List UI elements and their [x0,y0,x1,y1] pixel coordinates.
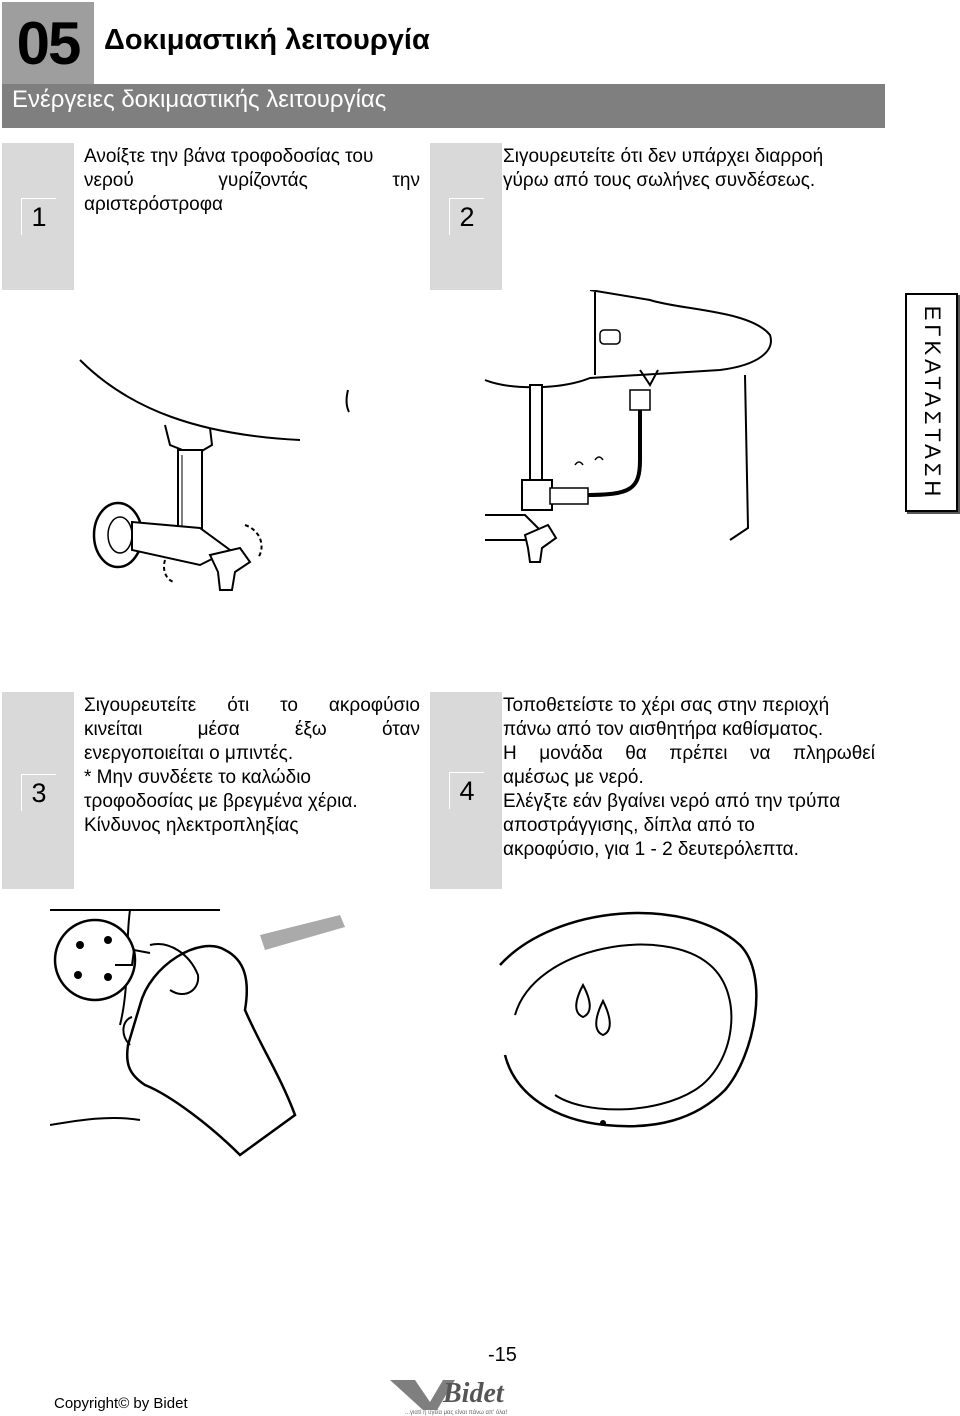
pipes-illustration [480,290,780,570]
step-4-line: Τοποθετείστε το χέρι σας στην περιοχή [503,695,830,716]
step-2-number-cell [430,143,502,290]
logo-text: Bidet [443,1378,504,1409]
step-4-text [503,694,875,862]
copyright: Copyright© by Bidet [54,1395,188,1412]
step-3-line: * Μην συνδέετε το καλώδιο [84,767,311,788]
step-1-number-cell [2,143,74,290]
side-tab-label: ΕΓΚΑΤΑΣΤΑΣΗ [919,305,945,500]
side-tab [905,293,958,512]
step-2-line: γύρω από τους σωλήνες συνδέσεως. [503,170,816,191]
chapter-number: 05 [2,2,94,84]
step-2-number: 2 [449,198,484,235]
hand-illustration [50,905,380,1165]
section-title: Ενέργειες δοκιμαστικής λειτουργίας [2,84,885,128]
step-4-number-cell [430,692,502,889]
step-1-text [84,145,420,217]
step-3-number: 3 [21,774,56,811]
step-1-number: 1 [21,198,56,235]
step-1-line: αριστερόστροφα [84,194,224,215]
step-2-line: Σιγουρευτείτε ότι δεν υπάρχει διαρροή [503,146,824,167]
step-1-line: Ανοίξτε την βάνα τροφοδοσίας του [84,146,374,167]
step-3-line: τροφοδοσίας με βρεγμένα χέρια. [84,791,358,812]
step-4-line: αμέσως με νερό. [503,767,644,788]
step-3-text [84,694,420,838]
step-3-number-cell [2,692,74,889]
step-3-line: Κίνδυνος ηλεκτροπληξίας [84,815,299,836]
step-3-line: Σιγουρευτείτε ότι το ακροφύσιο [84,695,420,716]
step-4-line: Η μονάδα θα πρέπει να πληρωθεί [503,743,875,764]
step-3-line: κινείται μέσα έξω όταν [84,719,420,740]
bidet-logo [385,1372,585,1416]
logo-tagline: ...γιατί η υγεία μας είναι πάνω απ' όλα! [405,1410,508,1416]
step-4-number: 4 [449,772,484,809]
step-4-line: Ελέγξτε εάν βγαίνει νερό από την τρύπα [503,791,841,812]
step-1-line: νερού γυρίζοντάς την [84,170,420,191]
step-4-line: αποστράγγισης, δίπλα από το [503,815,755,836]
step-4-line: πάνω από τον αισθητήρα καθίσματος. [503,719,824,740]
step-2-text [503,145,863,193]
chapter-title: Δοκιμαστική λειτουργία [104,24,430,56]
step-4-line: ακροφύσιο, για 1 - 2 δευτερόλεπτα. [503,839,799,860]
step-3-line: ενεργοποιείται ο μπιντές. [84,743,294,764]
page-number: -15 [488,1344,517,1366]
valve-illustration [70,350,370,620]
seat-illustration [495,905,765,1135]
